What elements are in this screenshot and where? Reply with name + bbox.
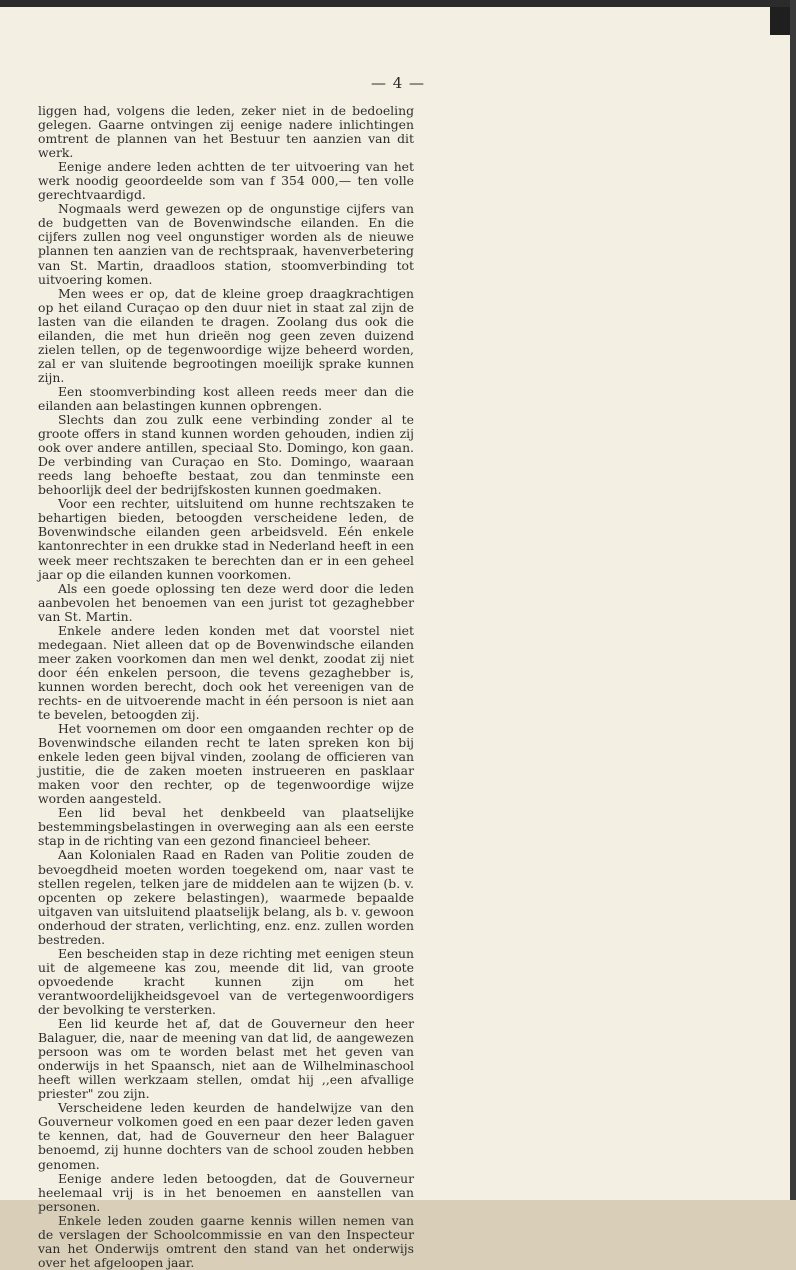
scan-right-border	[790, 0, 796, 1200]
paragraph: Verscheidene leden keurden de handelwijze van den Gouverneur volkomen goed en een paar dezer leden gaven te kennen, dat, had de Gouverneur den heer Balaguer benoemd, zij hunne dochters van de school zouden hebben genomen.	[38, 1100, 414, 1172]
paragraph: liggen had, volgens die leden, zeker niet in de bedoeling gelegen. Gaarne ontvingen zij eenige nadere inlichtingen omtrent de plannen van het Bestuur ten aanzien van dit werk.	[38, 103, 414, 161]
paragraph: Een bescheiden stap in deze richting met eenigen steun uit de algemeene kas zou, meende dit lid, van groote opvoedende kracht kunnen zijn om het verantwoordelijkheidsgevoel van de vertegenwoordigers der bevolking te versterken.	[38, 945, 414, 1017]
paragraph: Een lid keurde het af, dat de Gouverneur den heer Balaguer, die, naar de meening van dat lid, de aangewezen persoon was om te worden belast met het geven van onderwijs in het Spaansch, niet aan de Wilhelminaschool heeft willen werkzaam stellen, omdat hij ,,een afvallige priester" zou zijn.	[38, 1016, 414, 1102]
paragraph: Slechts dan zou zulk eene verbinding zonder al te groote offers in stand kunnen worden gehouden, indien zij ook over andere antillen, speciaal Sto. Domingo, kon gaan. De verbinding van Curaçao en Sto. Domingo, waaraan reeds lang behoefte bestaat, zou dan tenminste een behoorlijk deel der bedrijfskosten kunnen goedmaken.	[38, 412, 414, 498]
paragraph: Men wees er op, dat de kleine groep draagkrachtigen op het eiland Curaçao op den duur niet in staat zal zijn de lasten van die eilanden te dragen. Zoolang dus ook die eilanden, die met hun drieën nog geen zeven duizend zielen tellen, op de tegenwoordige wijze beheerd worden, zal er van sluitende begrootingen moeilijk sprake kunnen zijn.	[38, 285, 414, 385]
paragraph: Voor een rechter, uitsluitend om hunne rechtszaken te behartigen bieden, betoogden verscheidene leden, de Bovenwindsche eilanden geen arbeidsveld. Eén enkele kantonrechter in een drukke stad in Nederland heeft in een week meer rechtszaken te berechten dan er in een geheel jaar op die eilanden kunnen voorkomen.	[38, 496, 414, 582]
paragraph: Eenige andere leden achtten de ter uitvoering van het werk noodig geoordeelde som van f 354 000,— ten volle gerechtvaardigd.	[38, 159, 414, 203]
body-text	[38, 104, 414, 1270]
paragraph: Enkele andere leden konden met dat voorstel niet medegaan. Niet alleen dat op de Bovenwindsche eilanden meer zaken voorkomen dan men wel denkt, zoodat zij niet door één enkelen persoon, die tevens gezaghebber is, kunnen worden berecht, doch ook het vereenigen van de rechts- en de uitvoerende macht in één persoon is niet aan te bevelen, betoogden zij.	[38, 622, 414, 723]
page-number: — 4 —	[370, 74, 426, 92]
scan-corner-mark	[770, 7, 790, 35]
paragraph: Eenige andere leden betoogden, dat de Gouverneur heelemaal vrij is in het benoemen en aanstellen van personen.	[38, 1170, 414, 1214]
paragraph: Een stoomverbinding kost alleen reeds meer dan die eilanden aan belastingen kunnen opbrengen.	[38, 383, 414, 413]
paragraph: Een lid beval het denkbeeld van plaatselijke bestemmingsbelastingen in overweging aan als een eerste stap in de richting van een gezond financieel beheer.	[38, 805, 414, 849]
scan-top-border	[0, 0, 796, 7]
paragraph: Nogmaals werd gewezen op de ongunstige cijfers van de budgetten van de Bovenwindsche eilanden. En die cijfers zullen nog veel ongunstiger worden als de nieuwe plannen ten aanzien van de rechtspraak, havenverbetering van St. Martin, draadloos station, stoomverbinding tot uitvoering komen.	[38, 201, 414, 287]
paragraph: Enkele leden zouden gaarne kennis willen nemen van de verslagen der Schoolcommissie en van den Inspecteur van het Onderwijs omtrent den stand van het onderwijs over het afgeloopen jaar.	[38, 1212, 414, 1270]
paragraph: Als een goede oplossing ten deze werd door die leden aanbevolen het benoemen van een jurist tot gezaghebber van St. Martin.	[38, 580, 414, 624]
paragraph: Aan Kolonialen Raad en Raden van Politie zouden de bevoegdheid moeten worden toegekend om, naar vast te stellen regelen, telken jare de middelen aan te wijzen (b. v. opcenten op zekere belastingen), waarmede bepaalde uitgaven van uitsluitend plaatselijk belang, als b. v. gewoon onderhoud der straten, verlichting, enz. enz. zullen worden bestreden.	[38, 847, 414, 947]
paragraph: Het voornemen om door een omgaanden rechter op de Bovenwindsche eilanden recht te laten spreken kon bij enkele leden geen bijval vinden, zoolang de officieren van justitie, die de zaken moeten instrueeren en pasklaar maken voor den rechter, op de tegenwoordige wijze worden aangesteld.	[38, 721, 414, 807]
